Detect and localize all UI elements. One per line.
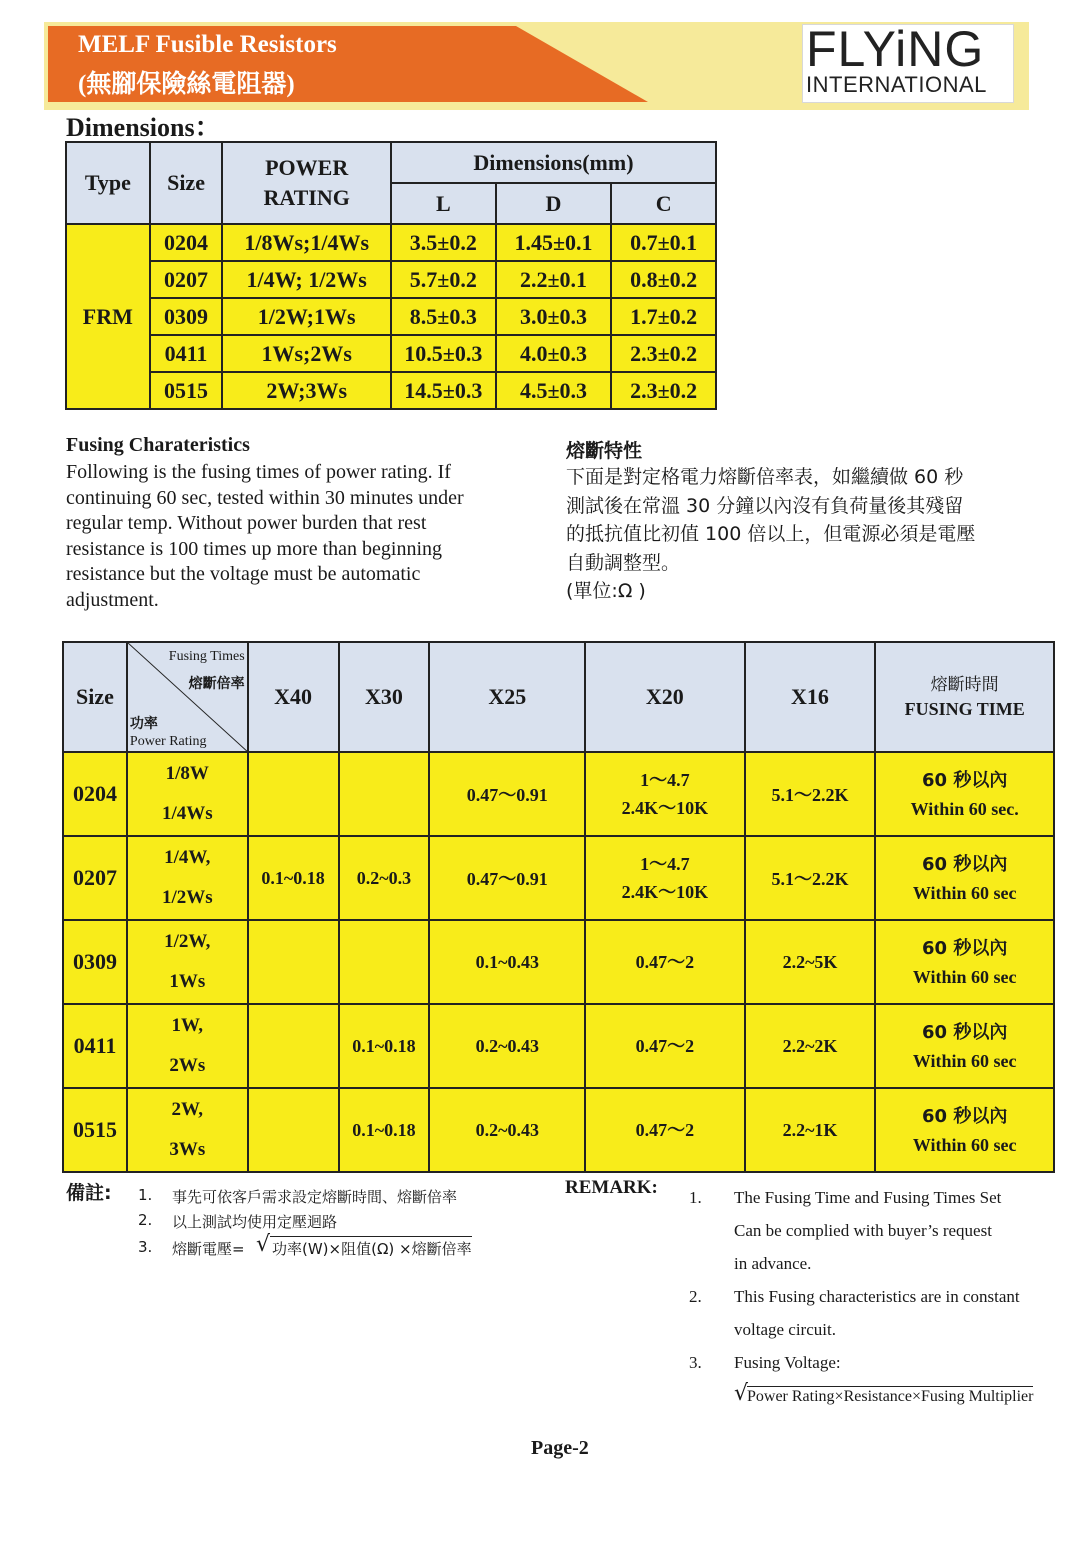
- fusing-time-cell: [875, 836, 1054, 920]
- page-title: MELF Fusible Resistors: [78, 31, 337, 58]
- x20-cell: [585, 920, 745, 1004]
- x20-line1: 0.47～2: [635, 1036, 695, 1056]
- fusing-table: [62, 641, 1055, 1173]
- remark-zh-num: 2.: [138, 1211, 153, 1229]
- fusing-time-zh: 60 秒以內: [922, 854, 1008, 875]
- page-subtitle: (無腳保險絲電阻器): [78, 71, 295, 98]
- remark-en-formula: Power Rating×Resistance×Fusing Multiplier: [747, 1388, 1034, 1405]
- fusing-time-en: Within 60 sec: [912, 1051, 1017, 1071]
- fusing-times-label-zh: 熔斷倍率: [188, 676, 245, 692]
- remark-en-line: Fusing Voltage:: [734, 1353, 841, 1372]
- size-cell: 0411: [150, 335, 223, 372]
- x25-cell: 0.1~0.43: [429, 920, 585, 1004]
- power-rating-line1: POWER: [265, 155, 349, 180]
- d-cell: 4.0±0.3: [496, 335, 612, 372]
- l-cell: 10.5±0.3: [391, 335, 496, 372]
- power-cell: [127, 1088, 248, 1172]
- col-header-l: L: [391, 183, 496, 224]
- x20-line1: 1～4.7: [640, 854, 690, 874]
- fusing-time-en: Within 60 sec: [912, 1135, 1017, 1155]
- table-row: [63, 920, 1054, 1004]
- x20-line2: 2.4K～10K: [621, 882, 709, 902]
- x20-line1: 0.47～2: [635, 1120, 695, 1140]
- x20-line1: 1～4.7: [640, 770, 690, 790]
- l-cell: 5.7±0.2: [391, 261, 496, 298]
- power-line2: 1/4Ws: [161, 803, 213, 824]
- x16-cell: 5.1～2.2K: [745, 752, 876, 836]
- remark-en-num: 1.: [689, 1188, 702, 1207]
- x16-cell: 2.2~2K: [745, 1004, 876, 1088]
- power-line1: 1/4W,: [164, 847, 211, 868]
- x40-cell: [248, 920, 339, 1004]
- x16-cell: 2.2~1K: [745, 1088, 876, 1172]
- x20-line2: 2.4K～10K: [621, 798, 709, 818]
- paragraph-line: regular temp. Without power burden that rest: [66, 512, 427, 534]
- type-cell: FRM: [66, 224, 150, 409]
- remark-en-line: The Fusing Time and Fusing Times Set: [734, 1188, 1002, 1207]
- table-row: [66, 224, 716, 261]
- size-cell: 0309: [63, 920, 127, 1004]
- d-cell: 3.0±0.3: [496, 298, 612, 335]
- x20-cell: [585, 752, 745, 836]
- x30-cell: [339, 752, 430, 836]
- power-cell: 1/2W;1Ws: [222, 298, 391, 335]
- power-line1: 2W,: [171, 1099, 204, 1120]
- paragraph-line: resistance but the voltage must be automatic: [66, 563, 421, 585]
- fusing-time-cell: [875, 1004, 1054, 1088]
- logo-subtitle: INTERNATIONAL: [806, 72, 987, 97]
- col-header-x30: X30: [339, 642, 430, 752]
- remark-en-line: in advance.: [734, 1254, 812, 1273]
- x30-cell: 0.1~0.18: [339, 1088, 430, 1172]
- paragraph-line: 下面是對定格電力熔斷倍率表，如繼續做 60 秒: [566, 466, 964, 488]
- fusing-time-en: Within 60 sec.: [910, 799, 1019, 819]
- d-cell: 4.5±0.3: [496, 372, 612, 409]
- x20-cell: [585, 1088, 745, 1172]
- table-row: [66, 298, 716, 335]
- x16-cell: 5.1～2.2K: [745, 836, 876, 920]
- paragraph-line: adjustment.: [66, 588, 159, 611]
- col-header-x20: X20: [585, 642, 745, 752]
- size-cell: 0204: [63, 752, 127, 836]
- paragraph-line: 測試後在常溫 30 分鐘以內沒有負荷量後其殘留: [566, 494, 964, 517]
- col-header-x16: X16: [745, 642, 876, 752]
- col-header-fusing-time: [875, 642, 1054, 752]
- size-cell: 0204: [150, 224, 223, 261]
- remark-en-num: 2.: [689, 1287, 702, 1306]
- power-line1: 1W,: [171, 1015, 204, 1036]
- paragraph-line: 的抵抗值比初值 100 倍以上，但電源必須是電壓: [566, 523, 976, 545]
- col-header-diagonal: [127, 642, 248, 752]
- fusing-time-zh: 60 秒以內: [922, 770, 1008, 791]
- power-cell: 1Ws;2Ws: [222, 335, 391, 372]
- power-rating-line2: RATING: [263, 185, 350, 210]
- paragraph-line: 自動調整型。: [566, 551, 681, 574]
- paragraph-line: (單位:Ω ): [566, 580, 646, 602]
- table-row: [63, 836, 1054, 920]
- power-cell: 1/8Ws;1/4Ws: [222, 224, 391, 261]
- x40-cell: [248, 1088, 339, 1172]
- power-line2: 2Ws: [169, 1055, 206, 1076]
- fusing-time-cell: [875, 920, 1054, 1004]
- fusing-time-zh: 60 秒以內: [922, 1106, 1008, 1127]
- table-row: [66, 261, 716, 298]
- x20-line1: 0.47～2: [635, 952, 695, 972]
- table-row: [63, 1004, 1054, 1088]
- size-cell: 0309: [150, 298, 223, 335]
- remark-zh-text: 事先可依客戶需求設定熔斷時間、熔斷倍率: [172, 1188, 458, 1206]
- fusing-paragraph-en: [66, 460, 516, 613]
- paragraph-line: Following is the fusing times of power rating. If: [66, 461, 451, 483]
- power-line2: 3Ws: [169, 1139, 206, 1160]
- power-cell: [127, 836, 248, 920]
- x25-cell: 0.2~0.43: [429, 1088, 585, 1172]
- power-line2: 1Ws: [169, 971, 206, 992]
- fusing-time-en: Within 60 sec: [912, 883, 1017, 903]
- power-cell: 1/4W; 1/2Ws: [222, 261, 391, 298]
- power-label-en: Power Rating: [129, 734, 207, 749]
- remark-zh-text: 以上測試均使用定壓迴路: [172, 1213, 338, 1231]
- power-cell: 2W;3Ws: [222, 372, 391, 409]
- fusing-times-label-en: Fusing Times: [168, 649, 245, 664]
- remark-zh-num: 3.: [138, 1238, 153, 1256]
- size-cell: 0207: [150, 261, 223, 298]
- logo-wordmark: FLYiNG: [806, 21, 985, 77]
- remark-zh-text: 熔斷電壓=: [172, 1240, 245, 1258]
- d-cell: 1.45±0.1: [496, 224, 612, 261]
- x40-cell: 0.1~0.18: [248, 836, 339, 920]
- sqrt-icon: √: [734, 1381, 749, 1406]
- paragraph-line: continuing 60 sec, tested within 30 minutes under: [66, 486, 464, 509]
- fusing-time-label-en: FUSING TIME: [904, 699, 1025, 719]
- c-cell: 0.8±0.2: [611, 261, 716, 298]
- dimensions-table: [65, 141, 717, 410]
- col-header-x40: X40: [248, 642, 339, 752]
- col-header-size: Size: [150, 142, 223, 224]
- x20-cell: [585, 836, 745, 920]
- page-number: Page-2: [531, 1437, 589, 1459]
- table-row: [63, 752, 1054, 836]
- x30-cell: [339, 920, 430, 1004]
- col-header-type: Type: [66, 142, 150, 224]
- sqrt-icon: √: [256, 1232, 271, 1257]
- power-cell: [127, 1004, 248, 1088]
- col-header-power-rating: [222, 142, 391, 224]
- d-cell: 2.2±0.1: [496, 261, 612, 298]
- x25-cell: 0.47～0.91: [429, 836, 585, 920]
- fusing-time-label-zh: 熔斷時間: [930, 675, 999, 695]
- col-header-size: Size: [63, 642, 127, 752]
- col-header-dimensions: Dimensions(mm): [391, 142, 716, 183]
- power-label-zh: 功率: [129, 716, 158, 732]
- x16-cell: 2.2~5K: [745, 920, 876, 1004]
- fusing-time-cell: [875, 752, 1054, 836]
- c-cell: 0.7±0.1: [611, 224, 716, 261]
- power-cell: [127, 752, 248, 836]
- x25-cell: 0.2~0.43: [429, 1004, 585, 1088]
- l-cell: 3.5±0.2: [391, 224, 496, 261]
- c-cell: 2.3±0.2: [611, 335, 716, 372]
- power-cell: [127, 920, 248, 1004]
- remarks-en-label: REMARK:: [565, 1177, 658, 1198]
- c-cell: 1.7±0.2: [611, 298, 716, 335]
- l-cell: 8.5±0.3: [391, 298, 496, 335]
- fusing-time-zh: 60 秒以內: [922, 1022, 1008, 1043]
- col-header-d: D: [496, 183, 612, 224]
- power-line2: 1/2Ws: [161, 887, 213, 908]
- x30-cell: 0.2~0.3: [339, 836, 430, 920]
- table-row: [63, 1088, 1054, 1172]
- dimensions-heading: Dimensions：: [66, 113, 221, 142]
- power-line1: 1/8W: [165, 763, 209, 784]
- fusing-time-cell: [875, 1088, 1054, 1172]
- fusing-time-en: Within 60 sec: [912, 967, 1017, 987]
- x30-cell: 0.1~0.18: [339, 1004, 430, 1088]
- size-cell: 0515: [63, 1088, 127, 1172]
- x20-cell: [585, 1004, 745, 1088]
- col-header-c: C: [611, 183, 716, 224]
- remark-en-num: 3.: [689, 1353, 702, 1372]
- fusing-title-en: Fusing Charateristics: [66, 434, 250, 456]
- size-cell: 0515: [150, 372, 223, 409]
- size-cell: 0411: [63, 1004, 127, 1088]
- remark-en-line: voltage circuit.: [734, 1320, 836, 1339]
- x25-cell: 0.47～0.91: [429, 752, 585, 836]
- fusing-paragraph-zh: [566, 463, 1036, 606]
- remark-zh-num: 1.: [138, 1186, 153, 1204]
- x40-cell: [248, 752, 339, 836]
- remarks-zh-label: 備註:: [66, 1182, 112, 1204]
- l-cell: 14.5±0.3: [391, 372, 496, 409]
- remark-en-line: This Fusing characteristics are in constant: [734, 1287, 1020, 1306]
- remark-en-line: Can be complied with buyer’s request: [734, 1221, 992, 1240]
- table-row: [66, 372, 716, 409]
- size-cell: 0207: [63, 836, 127, 920]
- table-row: [66, 335, 716, 372]
- paragraph-line: resistance is 100 times up more than beginning: [66, 537, 443, 560]
- power-line1: 1/2W,: [164, 931, 211, 952]
- col-header-x25: X25: [429, 642, 585, 752]
- fusing-time-zh: 60 秒以內: [922, 938, 1008, 959]
- remark-zh-formula: 功率(W)×阻值(Ω) ×熔斷倍率: [270, 1236, 472, 1259]
- fusing-title-zh: 熔斷特性: [566, 440, 643, 462]
- x40-cell: [248, 1004, 339, 1088]
- c-cell: 2.3±0.2: [611, 372, 716, 409]
